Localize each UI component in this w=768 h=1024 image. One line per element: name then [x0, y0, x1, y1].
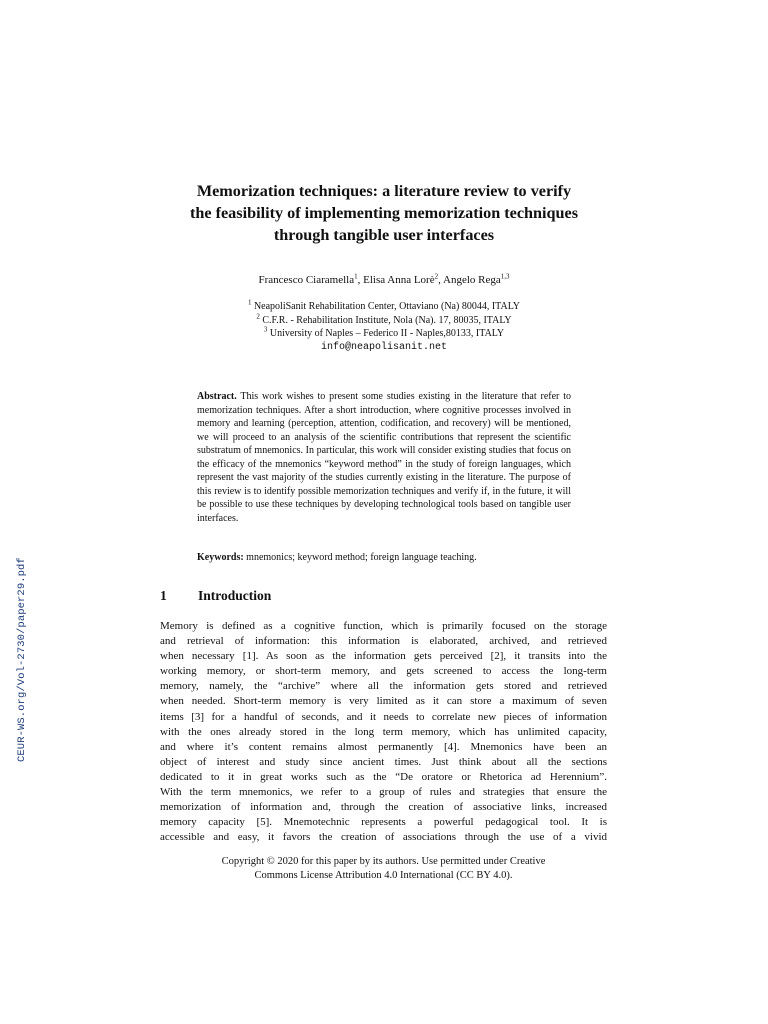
- body-line: and where it’s content remains almost permanently [4]. Mnemonics have been an: [160, 740, 607, 753]
- affiliation-line: [130, 327, 638, 341]
- section-heading: [160, 587, 271, 605]
- keywords-text: mnemonics; keyword method; foreign language teaching.: [243, 552, 477, 563]
- affiliation-text: NeapoliSanit Rehabilitation Center, Ottaviano (Na) 80044, ITALY: [251, 301, 521, 312]
- body-line: memory, namely, the “archive” where all the information gets stored and retrieved: [160, 680, 607, 693]
- title-line: through tangible user interfaces: [273, 226, 495, 244]
- author-name: Elisa Anna Lorè: [363, 274, 435, 286]
- body-line: With the term mnemonics, we refer to a group of rules and strategies that ensure the: [160, 786, 607, 799]
- affiliation-sup: 1: [247, 298, 252, 307]
- abstract-label: Abstract.: [197, 391, 237, 402]
- copyright-notice: [160, 855, 607, 883]
- body-line: accessible and easy, it favors the creation of associations through the use of a vivid: [160, 831, 607, 844]
- body-line: when necessary [1]. As soon as the information gets perceived [2], it transits into the: [160, 650, 607, 663]
- keywords-label: Keywords:: [197, 552, 244, 563]
- affiliation-sup: 3: [263, 325, 268, 334]
- author-sup: 1: [354, 272, 358, 281]
- author-name: Francesco Ciaramella: [258, 274, 355, 286]
- abstract: [197, 390, 571, 525]
- affiliation-text: C.F.R. - Rehabilitation Institute, Nola (Na). 17, 80035, ITALY: [259, 314, 512, 326]
- affiliation-text: University of Naples – Federico II - Naples,80133, ITALY: [267, 328, 505, 339]
- body-line: with the ones already stored in the long term memory, which has unlimited capacity,: [160, 725, 607, 738]
- contact-email[interactable]: info@neapolisanit.net: [320, 341, 448, 353]
- abstract-text: This work wishes to present some studies existing in the literature that refer to memorization techniques. After a short introduction, where cognitive processes involved in memory and learning (perception, attention, codification, and recovery) will be mentioned, we will proceed to an analysis of the scientific contributions that represent the scientific substratum of mnemonics. In particular, this work will consider existing studies that focus on the efficacy of the mnemonics “keyword method” in the study of foreign languages, which represent the vast majority of the studies currently existing in the literature. The purpose of this review is to identify possible memorization techniques and verify if, in the future, it will be possible to use these techniques by developing technological tools based on tangible user interfaces.: [197, 391, 571, 524]
- author-name: Angelo Rega: [443, 274, 501, 286]
- copyright-line: Commons License Attribution 4.0 International (CC BY 4.0).: [254, 870, 513, 881]
- introduction-body: [160, 619, 607, 845]
- body-line: and retrieval of information: this information is elaborated, archived, and retrieved: [160, 635, 607, 648]
- affiliation-line: [130, 314, 638, 328]
- body-line: dedicated to it in great works such as the “De oratore or Rhetorica ad Herennium”.: [160, 770, 607, 783]
- keywords: [197, 551, 571, 565]
- body-line: items [3] for a handful of seconds, and it needs to correlate new pieces of information: [160, 710, 607, 723]
- title-line: Memorization techniques: a literature review to verify: [196, 182, 572, 200]
- section-number: 1: [160, 588, 167, 603]
- body-line: Memory is defined as a cognitive function, which is primarily focused on the storage: [160, 620, 607, 632]
- affiliation-line: [130, 300, 638, 314]
- affiliation-sup: 2: [256, 312, 260, 321]
- side-label-url[interactable]: CEUR-WS.org/Vol-2730/paper29.pdf: [16, 557, 28, 762]
- affiliations: [130, 300, 638, 354]
- paper-title: [130, 180, 638, 246]
- section-title: Introduction: [198, 588, 272, 603]
- author-sup: 1,3: [500, 272, 510, 281]
- body-line: working memory, or short-term memory, and gets screened to access the long-term: [160, 665, 607, 678]
- body-line: when needed. Short-term memory is very limited as it can store a maximum of seven: [160, 695, 607, 708]
- body-line: object of interest and study since ancient times. Just think about all the sections: [160, 755, 607, 768]
- title-line: the feasibility of implementing memorization techniques: [189, 204, 578, 222]
- body-line: memory capacity [5]. Mnemotechnic represents a powerful pedagogical tool. It is: [160, 816, 607, 829]
- author-list: Francesco Ciaramella$^1$, Elisa Anna Lorè$^2$, Angelo Rega$^{1,3}$: [258, 272, 510, 286]
- body-line: memorization of information and, through the creation of associative links, increased: [160, 801, 607, 814]
- copyright-line: Copyright © 2020 for this paper by its authors. Use permitted under Creative: [221, 856, 546, 867]
- author-sup: 2: [434, 272, 439, 281]
